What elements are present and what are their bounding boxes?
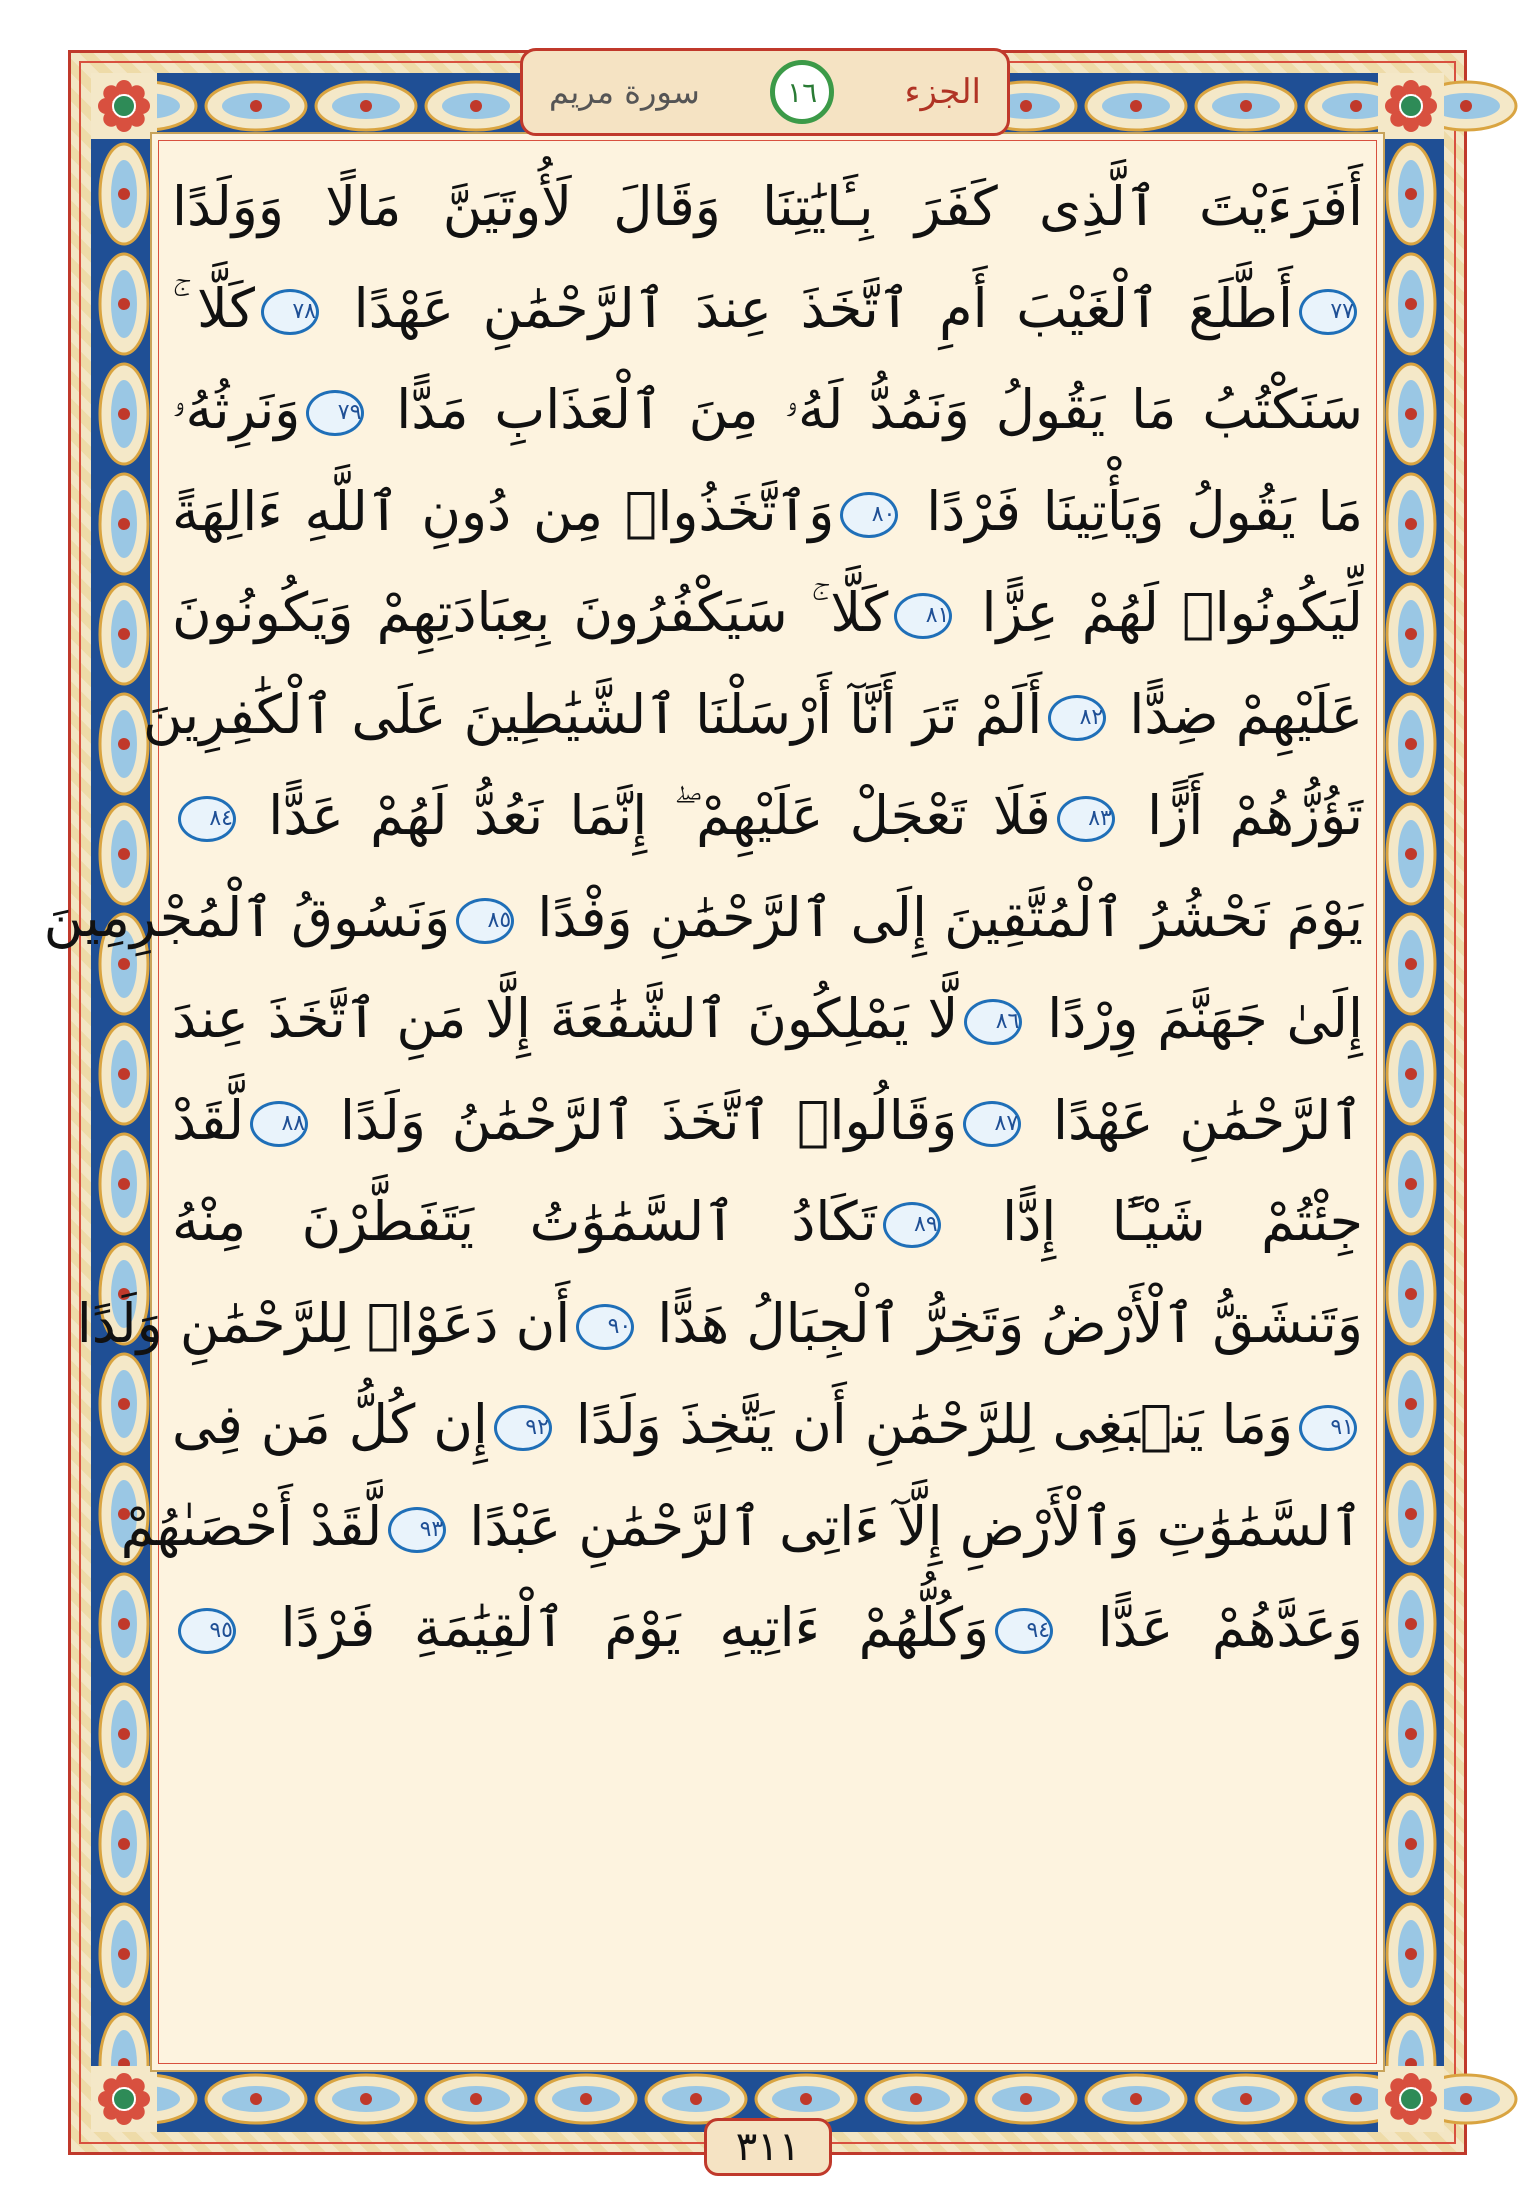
ayah-number-marker: ٩١ [1299, 1405, 1357, 1451]
page-number: ٣١١ [704, 2118, 832, 2176]
right-ornament-band [1378, 139, 1444, 2066]
verse-text: أَفَرَءَيْتَ ٱلَّذِى كَفَرَ بِـَٔايَٰتِنَا وَقَالَ لَأُوتَيَنَّ مَالًا وَوَلَدًا [172, 175, 1363, 238]
verse-text: عَلَيْهِمْ ضِدًّا [1112, 682, 1363, 746]
ayah-number-marker: ٧٧ [1299, 289, 1357, 335]
verse-line [172, 765, 1363, 867]
verse-text: تَكَادُ ٱلسَّمَٰوَٰتُ يَتَفَطَّرْنَ مِنْهُ [172, 1190, 877, 1253]
ayah-number-marker: ٨٠ [840, 492, 898, 538]
corner-rosette-icon [91, 2066, 157, 2132]
verse-line [172, 1070, 1363, 1172]
verse-text: لَّا يَمْلِكُونَ ٱلشَّفَٰعَةَ إِلَّا مَنِ ٱتَّخَذَ عِندَ [172, 987, 959, 1050]
verse-text: إِلَىٰ جَهَنَّمَ وِرْدًا [1028, 987, 1364, 1050]
verse-line [120, 1476, 1363, 1578]
verse-line [76, 1273, 1363, 1375]
verse-text: وَقَالُوا۟ ٱتَّخَذَ ٱلرَّحْمَٰنُ وَلَدًا [314, 1088, 958, 1152]
corner-rosette-icon [1378, 73, 1444, 139]
ayah-number-marker: ٧٩ [306, 390, 364, 436]
verse-line [172, 1577, 1363, 1679]
verse-text: تَؤُزُّهُمْ أَزًّا [1120, 784, 1363, 847]
verse-text: فَلَا تَعْجَلْ عَلَيْهِمْ ۖ إِنَّمَا نَعُدُّ لَهُمْ عَدًّا [242, 784, 1051, 847]
verse-text: سَنَكْتُبُ مَا يَقُولُ وَنَمُدُّ لَهُۥ مِنَ ٱلْعَذَابِ مَدًّا [370, 378, 1363, 441]
ayah-number-marker: ٨٢ [1048, 695, 1106, 741]
juz-number-badge: ١٦ [770, 60, 834, 124]
verse-text: وَنَسُوقُ ٱلْمُجْرِمِينَ [43, 885, 451, 949]
ayah-number-marker: ٩٤ [995, 1608, 1053, 1654]
verse-text: أَطَّلَعَ ٱلْغَيْبَ أَمِ ٱتَّخَذَ عِندَ ٱلرَّحْمَٰنِ عَهْدًا [324, 276, 1293, 340]
verse-text: وَكُلُّهُمْ ءَاتِيهِ يَوْمَ ٱلْقِيَٰمَةِ فَرْدًا [242, 1596, 990, 1659]
verses-block [43, 156, 1364, 1679]
verse-text-area [43, 132, 1385, 2072]
header-plaque [520, 48, 1010, 136]
ayah-number-marker: ٨٩ [883, 1202, 941, 1248]
verse-text: ٱلسَّمَٰوَٰتِ وَٱلْأَرْضِ إِلَّآ ءَاتِى ٱلرَّحْمَٰنِ عَبْدًا [452, 1494, 1363, 1558]
juz-label: الجزء [904, 72, 981, 112]
verse-line [43, 867, 1363, 969]
verse-line [172, 562, 1363, 664]
verse-text: لَّقَدْ أَحْصَىٰهُمْ [120, 1494, 383, 1558]
verse-text: جِئْتُمْ شَيْـًٔا إِدًّا [946, 1190, 1363, 1253]
ayah-number-marker: ٩٠ [576, 1304, 634, 1350]
ayah-number-marker: ٨٨ [250, 1101, 308, 1147]
verse-text: لِّيَكُونُوا۟ لَهُمْ عِزًّا [958, 581, 1363, 644]
verse-text: إِن كُلُّ مَن فِى [172, 1393, 488, 1456]
verse-line [172, 968, 1363, 1070]
ayah-number-marker: ٨٦ [964, 999, 1022, 1045]
verse-line [172, 258, 1363, 360]
ayah-number-marker: ٨٧ [963, 1101, 1021, 1147]
verse-line [143, 664, 1363, 766]
verse-text: وَمَا يَنۢبَغِى لِلرَّحْمَٰنِ أَن يَتَّخِذَ وَلَدًا [557, 1393, 1293, 1456]
ayah-number-marker: ٨١ [894, 593, 952, 639]
corner-rosette-icon [1378, 2066, 1444, 2132]
ayah-number-marker: ٩٢ [494, 1405, 552, 1451]
ayah-number-marker: ٨٤ [178, 796, 236, 842]
verse-text: وَنَرِثُهُۥ [172, 378, 301, 441]
verse-line [172, 1374, 1363, 1476]
verse-line [172, 359, 1363, 461]
surah-name: سورة مريم [549, 73, 700, 111]
ayah-number-marker: ٩٣ [388, 1507, 446, 1553]
verse-text: وَٱتَّخَذُوا۟ مِن دُونِ ٱللَّهِ ءَالِهَةً [172, 479, 835, 543]
verse-text: أَلَمْ تَرَ أَنَّآ أَرْسَلْنَا ٱلشَّيَٰطِينَ عَلَى ٱلْكَٰفِرِينَ [143, 682, 1043, 746]
ayah-number-marker: ٧٨ [261, 289, 319, 335]
ayah-number-marker: ٩٥ [178, 1608, 236, 1654]
corner-rosette-icon [91, 73, 157, 139]
ayah-number-marker: ٨٥ [456, 898, 514, 944]
verse-text: كَلَّا ۚ سَيَكْفُرُونَ بِعِبَادَتِهِمْ وَيَكُونُونَ [172, 581, 889, 644]
verse-text: وَعَدَّهُمْ عَدًّا [1059, 1596, 1363, 1659]
verse-line [172, 156, 1363, 258]
verse-text: ٱلرَّحْمَٰنِ عَهْدًا [1027, 1088, 1363, 1152]
verse-text: كَلَّا ۚ [172, 276, 255, 340]
verse-text: يَوْمَ نَحْشُرُ ٱلْمُتَّقِينَ إِلَى ٱلرَّحْمَٰنِ وَفْدًا [520, 885, 1363, 949]
verse-text: لَّقَدْ [172, 1088, 245, 1152]
verse-text: وَتَنشَقُّ ٱلْأَرْضُ وَتَخِرُّ ٱلْجِبَالُ هَدًّا [640, 1291, 1363, 1355]
verse-text: أَن دَعَوْا۟ لِلرَّحْمَٰنِ وَلَدًا [76, 1291, 571, 1355]
verse-line [172, 461, 1363, 563]
verse-text: مَا يَقُولُ وَيَأْتِينَا فَرْدًا [904, 479, 1363, 543]
ayah-number-marker: ٨٣ [1057, 796, 1115, 842]
left-ornament-band [91, 139, 157, 2066]
verse-line [172, 1171, 1363, 1273]
